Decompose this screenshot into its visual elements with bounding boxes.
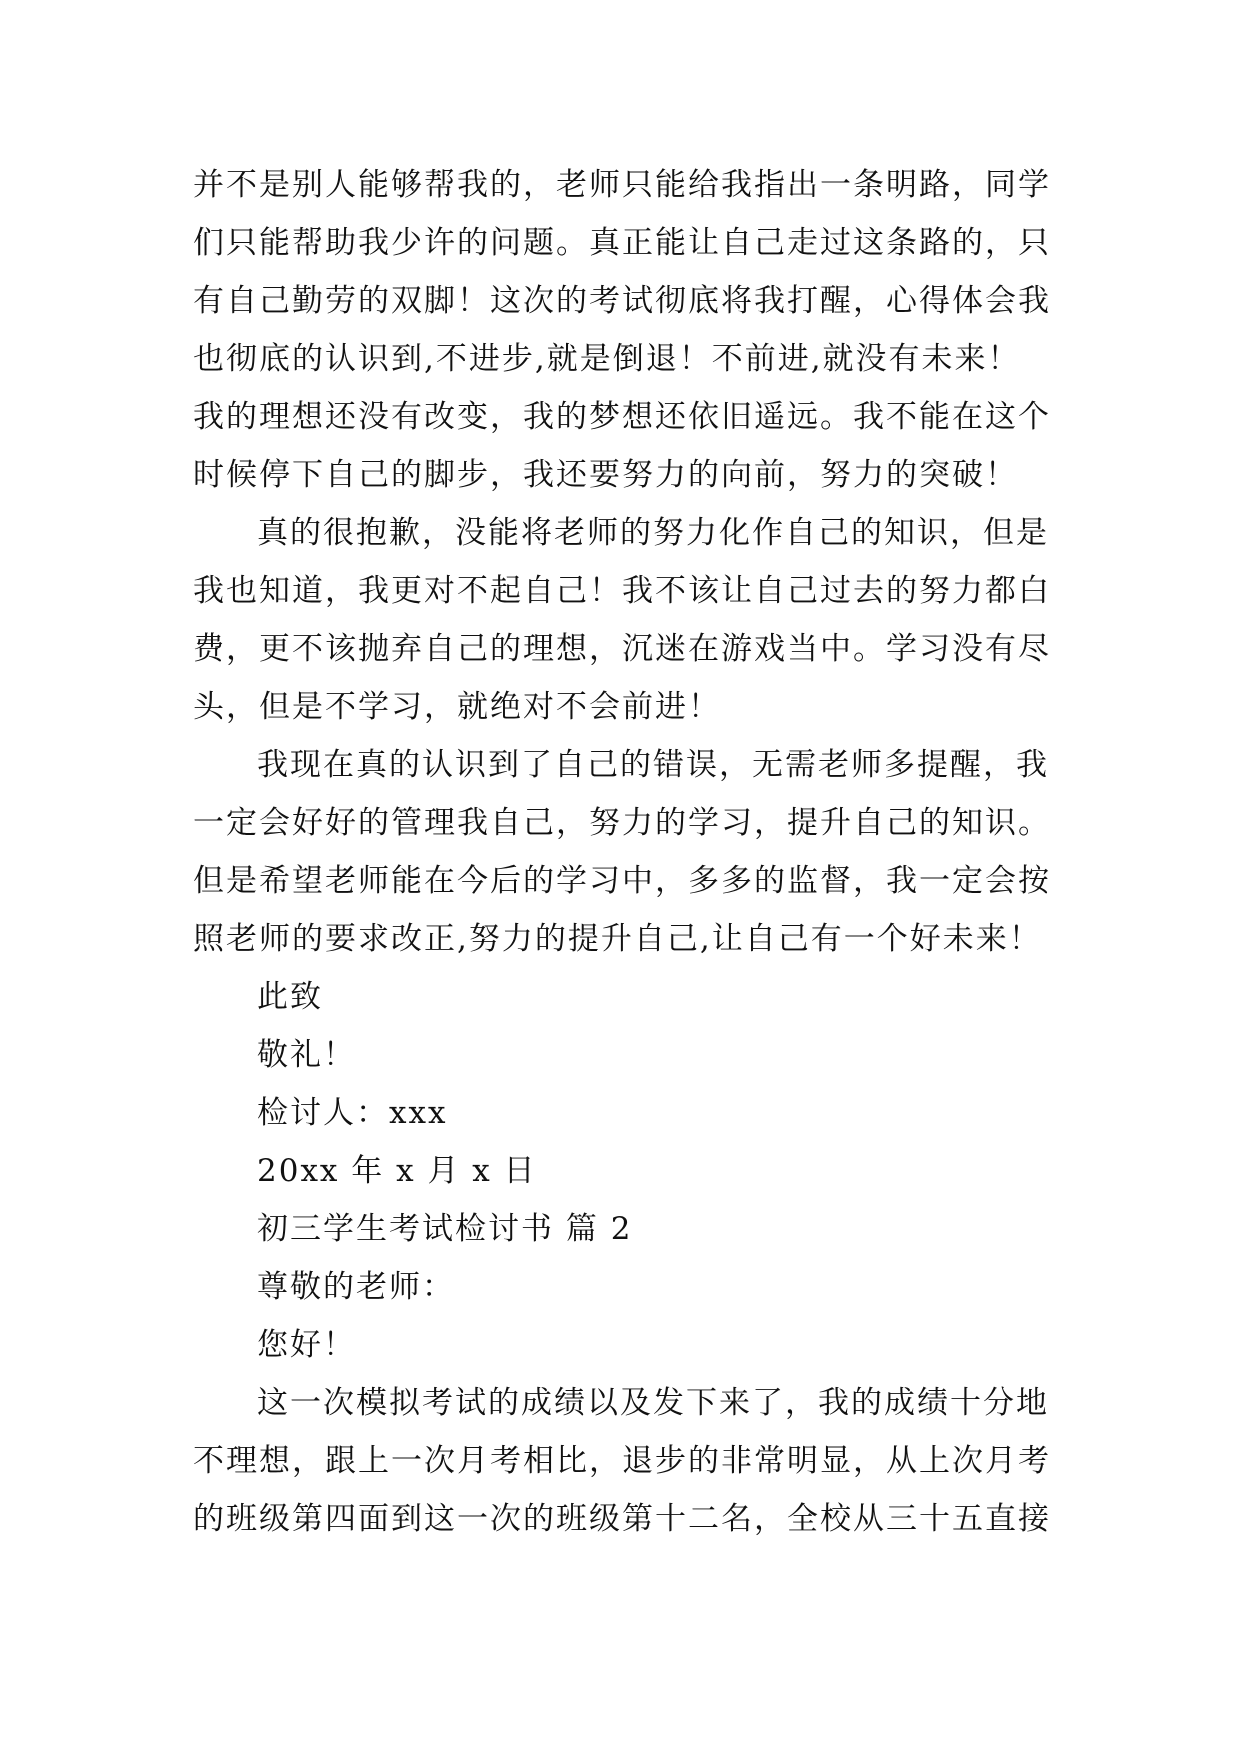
text-line: 们只能帮助我少许的问题。真正能让自己走过这条路的，只 — [193, 225, 1051, 261]
text-line: 我也知道，我更对不起自己！我不该让自己过去的努力都白 — [193, 573, 1051, 609]
text-line: 也彻底的认识到,不进步,就是倒退！不前进,就没有未来！ — [193, 341, 1021, 377]
text-line: 时候停下自己的脚步，我还要努力的向前，努力的突破！ — [193, 457, 1018, 493]
document-body — [193, 156, 1061, 1548]
text-line: 费，更不该抛弃自己的理想，沉迷在游戏当中。学习没有尽 — [193, 631, 1051, 667]
closing-salutation: 此致 — [257, 979, 323, 1015]
letter-hello: 您好！ — [257, 1327, 356, 1363]
text-line: 但是希望老师能在今后的学习中，多多的监督，我一定会按 — [193, 863, 1051, 899]
closing-respect: 敬礼！ — [257, 1037, 356, 1073]
paragraph-start-line: 我现在真的认识到了自己的错误，无需老师多提醒，我 — [257, 747, 1049, 783]
text-line: 有自己勤劳的双脚！这次的考试彻底将我打醒，心得体会我 — [193, 283, 1051, 319]
text-line: 照老师的要求改正,努力的提升自己,让自己有一个好未来！ — [193, 921, 1042, 957]
text-line: 的班级第四面到这一次的班级第十二名，全校从三十五直接 — [193, 1501, 1051, 1537]
date-line: 20xx 年 x 月 x 日 — [257, 1153, 537, 1189]
section-title: 初三学生考试检讨书 篇 2 — [257, 1211, 633, 1247]
text-line: 并不是别人能够帮我的，老师只能给我指出一条明路，同学 — [193, 167, 1051, 203]
text-line: 头，但是不学习，就绝对不会前进！ — [193, 689, 721, 725]
paragraph-start-line: 这一次模拟考试的成绩以及发下来了，我的成绩十分地 — [257, 1385, 1049, 1421]
signature-line: 检讨人：xxx — [257, 1095, 448, 1131]
paragraph-start-line: 真的很抱歉，没能将老师的努力化作自己的知识，但是 — [257, 515, 1049, 551]
text-line: 我的理想还没有改变，我的梦想还依旧遥远。我不能在这个 — [193, 399, 1051, 435]
text-line: 不理想，跟上一次月考相比，退步的非常明显，从上次月考 — [193, 1443, 1051, 1479]
letter-greeting: 尊敬的老师： — [257, 1269, 455, 1305]
text-line: 一定会好好的管理我自己，努力的学习，提升自己的知识。 — [193, 805, 1051, 841]
